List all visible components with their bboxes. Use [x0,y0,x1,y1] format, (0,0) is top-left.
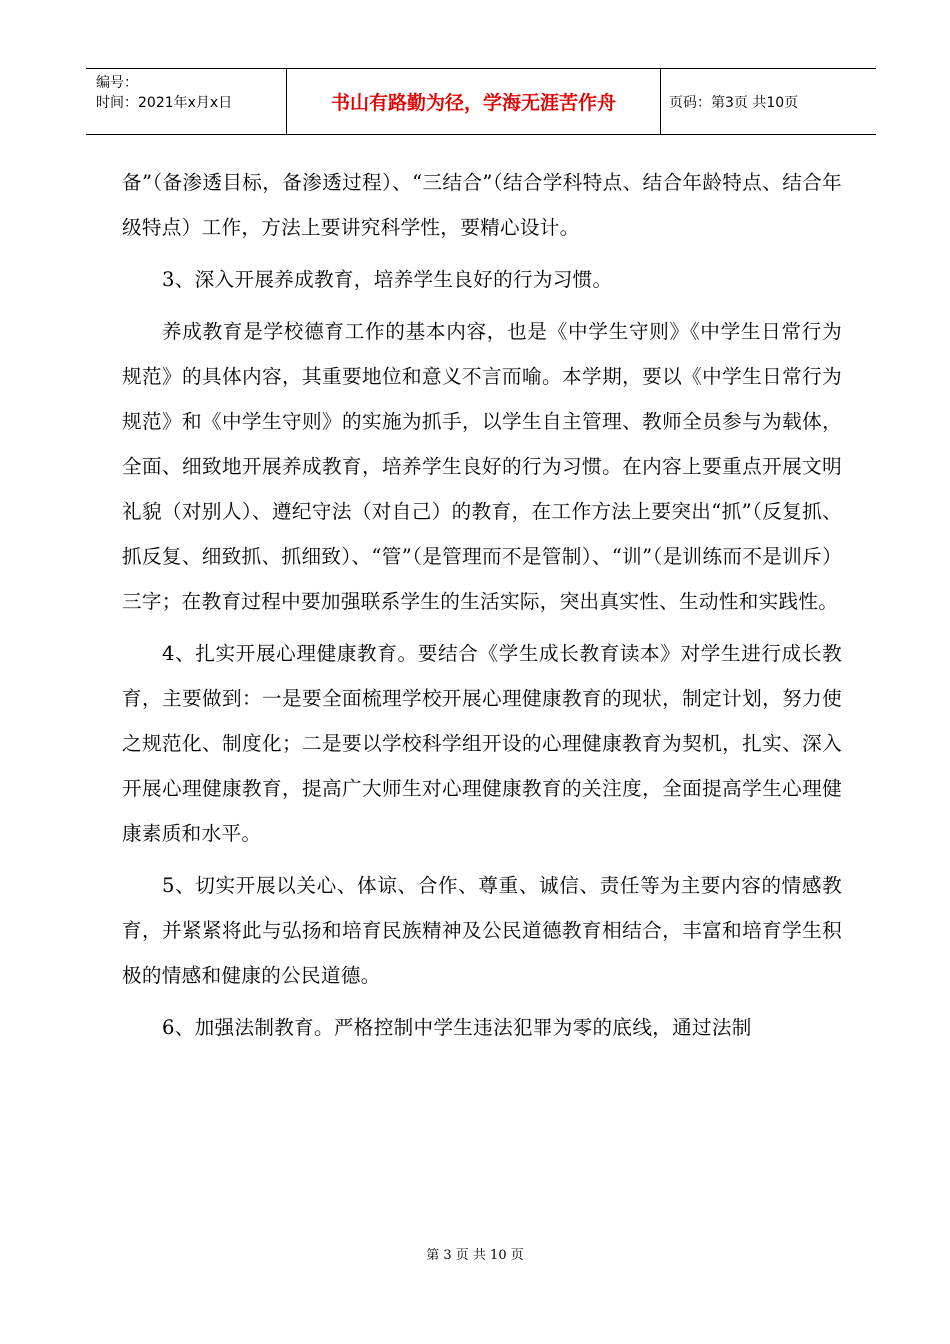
paragraph-item-4: 4、扎实开展心理健康教育。要结合《学生成长教育读本》对学生进行成长教育，主要做到：一是要全面梳理学校开展心理健康教育的现状，制定计划，努力使之规范化、制度化；二是要以学校科学组开设的心理健康教育为契机，扎实、深入开展心理健康教育，提高广大师生对心理健康教育的关注度，全面提高学生心理健康素质和水平。 [122,642,842,845]
paragraph-item-6: 6、加强法制教育。严格控制中学生违法犯罪为零的底线，通过法制 [162,1016,752,1039]
document-number-label: 编号： [96,75,138,91]
paragraph-item-5: 5、切实开展以关心、体谅、合作、尊重、诚信、责任等为主要内容的情感教育，并紧紧将此与弘扬和培育民族精神及公民道德教育相结合，丰富和培育学生积极的情感和健康的公民道德。 [122,874,842,987]
document-time-label: 时间：2021年x月x日 [96,95,233,111]
paragraph-item-3-heading: 3、深入开展养成教育，培养学生良好的行为习惯。 [162,268,613,291]
header-meta [86,69,287,134]
page-header [86,68,876,135]
paragraph-habit-education: 养成教育是学校德育工作的基本内容，也是《中学生守则》《中学生日常行为规范》的具体内容，其重要地位和意义不言而喻。本学期，要以《中学生日常行为规范》和《中学生守则》的实施为抓手，以学生自主管理、教师全员参与为载体，全面、细致地开展养成教育，培养学生良好的行为习惯。在内容上要重点开展文明礼貌（对别人）、遵纪守法（对自己）的教育，在工作方法上要突出“抓”（反复抓、抓反复、细致抓、抓细致）、“管”（是管理而不是管制）、“训”（是训练而不是训斥）三字；在教育过程中要加强联系学生的生活实际，突出真实性、生动性和实践性。 [122,320,842,613]
header-motto: 书山有路勤为径，学海无涯苦作舟 [287,69,661,134]
page-footer: 第 3 页 共 10 页 [426,1248,524,1263]
document-body [122,160,842,1050]
paragraph-continuation: 备”（备渗透目标，备渗透过程）、“三结合”（结合学科特点、结合年龄特点、结合年级特点）工作，方法上要讲究科学性，要精心设计。 [122,171,842,239]
header-page-code: 页码：第3页 共10页 [669,94,799,111]
